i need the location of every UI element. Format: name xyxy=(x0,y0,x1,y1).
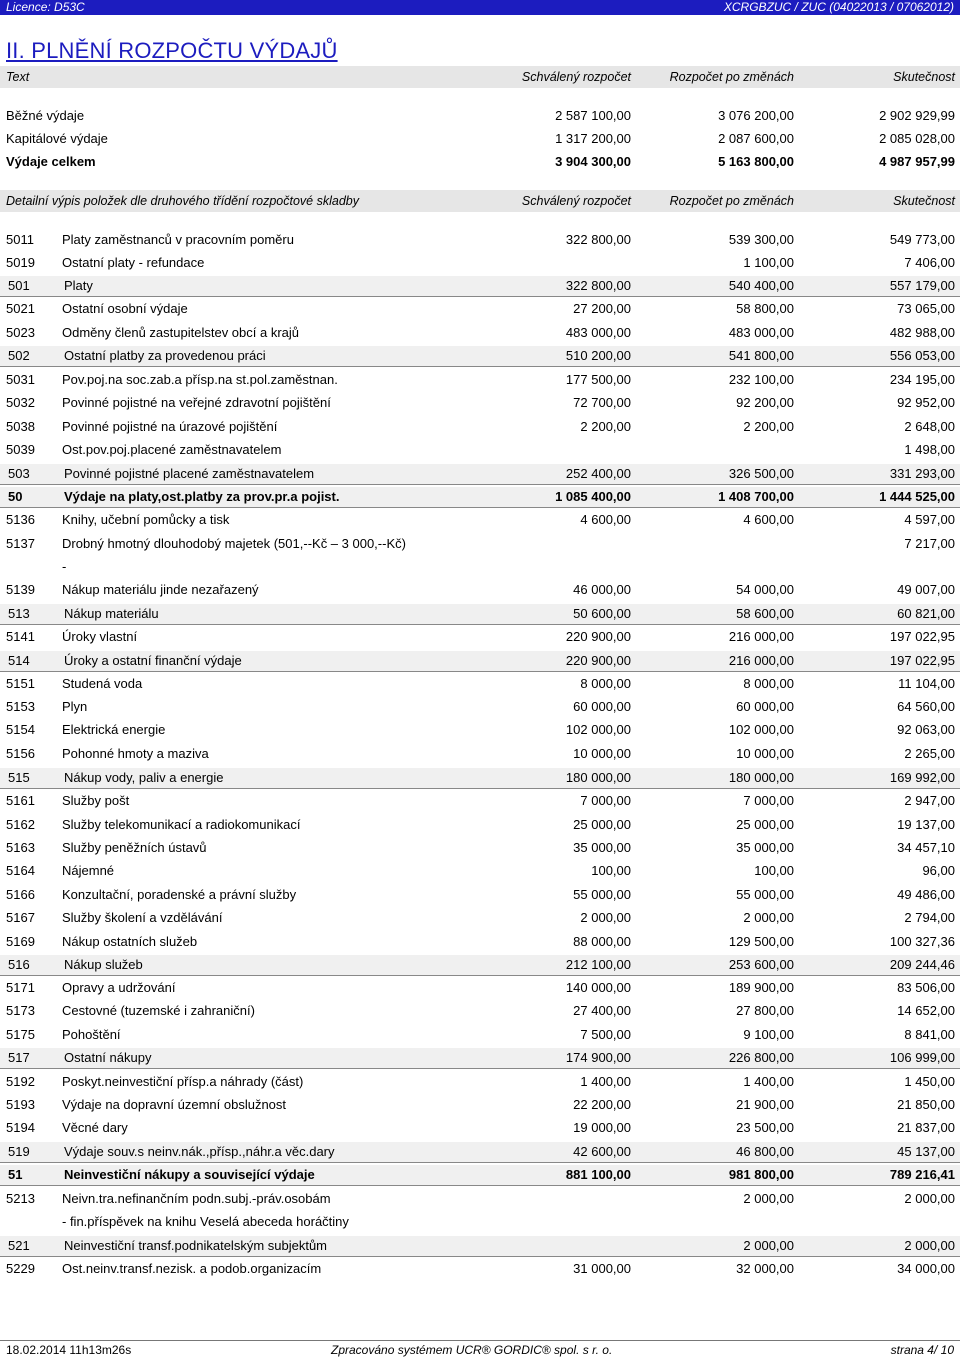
license-bar xyxy=(0,0,960,15)
actual-value: 2 000,00 xyxy=(904,1238,955,1253)
summary-header xyxy=(0,66,960,88)
actual-value: 197 022,95 xyxy=(889,653,955,668)
revised-value: 2 200,00 xyxy=(743,419,794,434)
item-code: 501 xyxy=(8,278,30,293)
table-row xyxy=(0,1025,960,1045)
actual-value: 92 063,00 xyxy=(897,722,955,737)
actual-value: 1 498,00 xyxy=(904,442,955,457)
actual-value: 1 444 525,00 xyxy=(879,489,955,504)
footer-page: strana 4/ 10 xyxy=(890,1343,954,1357)
approved-value: 220 900,00 xyxy=(565,653,631,668)
summary-row xyxy=(0,152,960,172)
item-code: 517 xyxy=(8,1050,30,1065)
revised-value: 483 000,00 xyxy=(728,325,794,340)
subtotal-row xyxy=(0,604,960,625)
revised-value: 9 100,00 xyxy=(743,1027,794,1042)
approved-value: 252 400,00 xyxy=(565,466,631,481)
table-row xyxy=(0,838,960,858)
item-code: 515 xyxy=(8,770,30,785)
table-row xyxy=(0,1001,960,1021)
revised-value: 1 100,00 xyxy=(743,255,794,270)
revised-value: 1 408 700,00 xyxy=(718,489,794,504)
revised-value: 253 600,00 xyxy=(728,957,794,972)
revised-value: 23 500,00 xyxy=(736,1120,794,1135)
item-name: Ost.neinv.transf.nezisk. a podob.organizacím xyxy=(62,1261,322,1276)
table-row xyxy=(0,253,960,273)
item-code: 5164 xyxy=(6,863,35,878)
detail-header-approved: Schválený rozpočet xyxy=(521,194,631,208)
revised-value: 58 800,00 xyxy=(736,301,794,316)
approved-value: 10 000,00 xyxy=(573,746,631,761)
table-row xyxy=(0,627,960,647)
approved-value: 1 317 200,00 xyxy=(555,131,631,146)
revised-value: 540 400,00 xyxy=(728,278,794,293)
table-row xyxy=(0,1118,960,1138)
item-code: 5031 xyxy=(6,372,35,387)
revised-value: 55 000,00 xyxy=(736,887,794,902)
item-code: 5021 xyxy=(6,301,35,316)
item-name: Ostatní nákupy xyxy=(64,1050,152,1065)
approved-value: 1 085 400,00 xyxy=(555,489,631,504)
item-code: 5167 xyxy=(6,910,35,925)
item-code: 5166 xyxy=(6,887,35,902)
table-row xyxy=(0,1259,960,1279)
item-code: 5156 xyxy=(6,746,35,761)
approved-value: 102 000,00 xyxy=(565,722,631,737)
table-row xyxy=(0,534,960,554)
actual-value: 21 837,00 xyxy=(897,1120,955,1135)
approved-value: 140 000,00 xyxy=(565,980,631,995)
header-revised: Rozpočet po změnách xyxy=(669,70,794,84)
actual-value: 169 992,00 xyxy=(889,770,955,785)
actual-value: 14 652,00 xyxy=(897,1003,955,1018)
report-code: XCRGBZUC / ZUC (04022013 / 07062012) xyxy=(723,0,954,14)
actual-value: 7 217,00 xyxy=(904,536,955,551)
item-code: 5162 xyxy=(6,817,35,832)
item-name: Elektrická energie xyxy=(62,722,166,737)
actual-value: 209 244,46 xyxy=(889,957,955,972)
approved-value: 35 000,00 xyxy=(573,840,631,855)
item-code: 521 xyxy=(8,1238,30,1253)
revised-value: 180 000,00 xyxy=(728,770,794,785)
header-actual: Skutečnost xyxy=(893,70,955,84)
footer-system: Zpracováno systémem UCR® GORDIC® spol. s r. o. xyxy=(331,1343,613,1357)
actual-value: 21 850,00 xyxy=(897,1097,955,1112)
item-code: 503 xyxy=(8,466,30,481)
item-code: 5175 xyxy=(6,1027,35,1042)
item-code: 5011 xyxy=(6,232,34,247)
actual-value: 45 137,00 xyxy=(897,1144,955,1159)
approved-value: 483 000,00 xyxy=(565,325,631,340)
revised-value: 541 800,00 xyxy=(728,348,794,363)
item-name: Povinné pojistné na úrazové pojištění xyxy=(62,419,278,434)
approved-value: 19 000,00 xyxy=(573,1120,631,1135)
item-name: Konzultační, poradenské a právní služby xyxy=(62,887,297,902)
header-approved: Schválený rozpočet xyxy=(521,70,631,84)
actual-value: 331 293,00 xyxy=(889,466,955,481)
item-code: 5213 xyxy=(6,1191,35,1206)
item-name: Služby telekomunikací a radiokomunikací xyxy=(62,817,301,832)
subtotal-row xyxy=(0,651,960,672)
table-row xyxy=(0,417,960,437)
item-name: Nákup materiálu jinde nezařazený xyxy=(62,582,259,597)
row-name: Běžné výdaje xyxy=(6,108,85,123)
item-name-continuation: - fin.příspěvek na knihu Veselá abeceda horáčtiny xyxy=(62,1214,349,1229)
item-name: Pohonné hmoty a maziva xyxy=(62,746,209,761)
actual-value: 789 216,41 xyxy=(889,1167,955,1182)
item-code: 5193 xyxy=(6,1097,35,1112)
row-name: Kapitálové výdaje xyxy=(6,131,108,146)
approved-value: 510 200,00 xyxy=(565,348,631,363)
actual-value: 34 457,10 xyxy=(897,840,955,855)
approved-value: 55 000,00 xyxy=(573,887,631,902)
revised-value: 54 000,00 xyxy=(736,582,794,597)
actual-value: 197 022,95 xyxy=(889,629,955,644)
revised-value: 216 000,00 xyxy=(728,629,794,644)
approved-value: 25 000,00 xyxy=(573,817,631,832)
actual-value: 557 179,00 xyxy=(889,278,955,293)
revised-value: 27 800,00 xyxy=(736,1003,794,1018)
item-name: Neinvestiční transf.podnikatelským subjektům xyxy=(64,1238,328,1253)
item-name: Pohoštění xyxy=(62,1027,121,1042)
item-code: 5194 xyxy=(6,1120,35,1135)
item-name: Cestovné (tuzemské i zahraniční) xyxy=(62,1003,255,1018)
table-row xyxy=(0,393,960,413)
actual-value: 2 947,00 xyxy=(904,793,955,808)
item-code: 5139 xyxy=(6,582,35,597)
item-name: Služby peněžních ústavů xyxy=(62,840,207,855)
item-name: Neivn.tra.nefinančním podn.subj.-práv.osobám xyxy=(62,1191,331,1206)
item-name: Služby školení a vzdělávání xyxy=(62,910,223,925)
summary-row xyxy=(0,129,960,149)
item-name: Ostatní platy - refundace xyxy=(62,255,205,270)
detail-header-revised: Rozpočet po změnách xyxy=(669,194,794,208)
item-code: 5136 xyxy=(6,512,35,527)
item-name: Neinvestiční nákupy a související výdaje xyxy=(64,1167,315,1182)
item-name: Nákup ostatních služeb xyxy=(62,934,198,949)
revised-value: 3 076 200,00 xyxy=(718,108,794,123)
table-row xyxy=(0,908,960,928)
revised-value: 2 000,00 xyxy=(743,910,794,925)
item-name: Služby pošt xyxy=(62,793,130,808)
item-code: 513 xyxy=(8,606,30,621)
revised-value: 10 000,00 xyxy=(736,746,794,761)
approved-value: 22 200,00 xyxy=(573,1097,631,1112)
item-name: Povinné pojistné na veřejné zdravotní pojištění xyxy=(62,395,331,410)
table-row xyxy=(0,299,960,319)
item-code: 5019 xyxy=(6,255,35,270)
approved-value: 50 600,00 xyxy=(573,606,631,621)
revised-value: 232 100,00 xyxy=(728,372,794,387)
item-name: Knihy, učební pomůcky a tisk xyxy=(62,512,230,527)
item-name: Opravy a udržování xyxy=(62,980,176,995)
table-row xyxy=(0,744,960,764)
item-code: 5161 xyxy=(6,793,35,808)
approved-value: 322 800,00 xyxy=(565,232,631,247)
item-name: Výdaje na dopravní územní obslužnost xyxy=(62,1097,287,1112)
item-name: Pov.poj.na soc.zab.a přísp.na st.pol.zaměstnan. xyxy=(62,372,338,387)
item-code: 5032 xyxy=(6,395,35,410)
revised-value: 58 600,00 xyxy=(736,606,794,621)
approved-value: 4 600,00 xyxy=(580,512,631,527)
item-name: Plyn xyxy=(62,699,88,714)
table-row xyxy=(0,580,960,600)
actual-value: 19 137,00 xyxy=(897,817,955,832)
revised-value: 60 000,00 xyxy=(736,699,794,714)
subtotal-row xyxy=(0,768,960,789)
page-footer xyxy=(0,1340,960,1359)
approved-value: 27 400,00 xyxy=(573,1003,631,1018)
item-code: 5137 xyxy=(6,536,35,551)
actual-value: 556 053,00 xyxy=(889,348,955,363)
revised-value: 25 000,00 xyxy=(736,817,794,832)
approved-value: 100,00 xyxy=(591,863,631,878)
revised-value: 92 200,00 xyxy=(736,395,794,410)
table-row xyxy=(0,861,960,881)
actual-value: 100 327,36 xyxy=(889,934,955,949)
approved-value: 881 100,00 xyxy=(565,1167,631,1182)
table-row xyxy=(0,720,960,740)
revised-value: 539 300,00 xyxy=(728,232,794,247)
subtotal-row xyxy=(0,955,960,976)
approved-value: 8 000,00 xyxy=(580,676,631,691)
table-row xyxy=(0,791,960,811)
table-row xyxy=(0,370,960,390)
revised-value: 21 900,00 xyxy=(736,1097,794,1112)
table-row xyxy=(0,1095,960,1115)
table-row xyxy=(0,440,960,460)
approved-value: 2 587 100,00 xyxy=(555,108,631,123)
table-row xyxy=(0,323,960,343)
table-row xyxy=(0,1189,960,1209)
license-label: Licence: D53C xyxy=(6,0,85,14)
item-code: 5229 xyxy=(6,1261,35,1276)
table-row xyxy=(0,510,960,530)
actual-value: 83 506,00 xyxy=(897,980,955,995)
table-row xyxy=(0,885,960,905)
actual-value: 106 999,00 xyxy=(889,1050,955,1065)
item-code: 5171 xyxy=(6,980,35,995)
subtotal-row xyxy=(0,464,960,485)
item-name: Úroky a ostatní finanční výdaje xyxy=(64,653,242,668)
subtotal-row xyxy=(0,346,960,367)
item-code: 5039 xyxy=(6,442,35,457)
item-name: Nájemné xyxy=(62,863,115,878)
table-row xyxy=(0,674,960,694)
approved-value: 220 900,00 xyxy=(565,629,631,644)
page-title: II. PLNĚNÍ ROZPOČTU VÝDAJŮ xyxy=(6,38,338,63)
item-code: 5023 xyxy=(6,325,35,340)
detail-header-actual: Skutečnost xyxy=(893,194,955,208)
approved-value: 60 000,00 xyxy=(573,699,631,714)
revised-value: 4 600,00 xyxy=(743,512,794,527)
revised-value: 32 000,00 xyxy=(736,1261,794,1276)
approved-value: 7 000,00 xyxy=(580,793,631,808)
item-name: Povinné pojistné placené zaměstnavatelem xyxy=(64,466,315,481)
approved-value: 180 000,00 xyxy=(565,770,631,785)
detail-header xyxy=(0,190,960,212)
subtotal-row xyxy=(0,1142,960,1163)
approved-value: 174 900,00 xyxy=(565,1050,631,1065)
revised-value: 981 800,00 xyxy=(728,1167,794,1182)
item-code: 514 xyxy=(8,653,30,668)
table-row xyxy=(0,1072,960,1092)
item-code: 51 xyxy=(8,1167,23,1182)
item-code: 50 xyxy=(8,489,23,504)
revised-value: 5 163 800,00 xyxy=(718,154,794,169)
table-row xyxy=(0,697,960,717)
actual-value: 1 450,00 xyxy=(904,1074,955,1089)
subtotal-row xyxy=(0,276,960,297)
item-code: 5173 xyxy=(6,1003,35,1018)
revised-value: 216 000,00 xyxy=(728,653,794,668)
revised-value: 189 900,00 xyxy=(728,980,794,995)
item-name-continuation: - xyxy=(62,559,67,574)
approved-value: 177 500,00 xyxy=(565,372,631,387)
actual-value: 73 065,00 xyxy=(897,301,955,316)
item-code: 5169 xyxy=(6,934,35,949)
actual-value: 2 085 028,00 xyxy=(879,131,955,146)
approved-value: 72 700,00 xyxy=(573,395,631,410)
revised-value: 2 000,00 xyxy=(743,1191,794,1206)
actual-value: 234 195,00 xyxy=(889,372,955,387)
actual-value: 96,00 xyxy=(922,863,955,878)
approved-value: 322 800,00 xyxy=(565,278,631,293)
approved-value: 3 904 300,00 xyxy=(555,154,631,169)
item-name: Nákup vody, paliv a energie xyxy=(64,770,224,785)
approved-value: 42 600,00 xyxy=(573,1144,631,1159)
actual-value: 7 406,00 xyxy=(904,255,955,270)
item-name: Výdaje na platy,ost.platby za prov.pr.a pojist. xyxy=(64,489,340,504)
item-name: Úroky vlastní xyxy=(62,629,138,644)
actual-value: 11 104,00 xyxy=(898,676,955,691)
actual-value: 549 773,00 xyxy=(889,232,955,247)
revised-value: 100,00 xyxy=(754,863,794,878)
actual-value: 2 794,00 xyxy=(904,910,955,925)
revised-value: 35 000,00 xyxy=(736,840,794,855)
subtotal-row xyxy=(0,1236,960,1257)
item-code: 5038 xyxy=(6,419,35,434)
item-name: Studená voda xyxy=(62,676,143,691)
actual-value: 4 987 957,99 xyxy=(879,154,955,169)
item-name: Drobný hmotný dlouhodobý majetek (501,--Kč – 3 000,--Kč) xyxy=(62,536,406,551)
item-name: Ostatní platby za provedenou práci xyxy=(64,348,266,363)
item-code: 5153 xyxy=(6,699,35,714)
actual-value: 2 265,00 xyxy=(904,746,955,761)
item-code: 502 xyxy=(8,348,30,363)
total-row xyxy=(0,1165,960,1186)
item-name: Ost.pov.poj.placené zaměstnavatelem xyxy=(62,442,282,457)
table-row xyxy=(0,978,960,998)
revised-value: 1 400,00 xyxy=(743,1074,794,1089)
item-code: 5154 xyxy=(6,722,35,737)
summary-row xyxy=(0,106,960,126)
row-name: Výdaje celkem xyxy=(6,154,96,169)
approved-value: 31 000,00 xyxy=(573,1261,631,1276)
approved-value: 1 400,00 xyxy=(580,1074,631,1089)
revised-value: 8 000,00 xyxy=(743,676,794,691)
actual-value: 92 952,00 xyxy=(897,395,955,410)
item-name: Odměny členů zastupitelstev obcí a krajů xyxy=(62,325,300,340)
revised-value: 2 087 600,00 xyxy=(718,131,794,146)
item-code: 519 xyxy=(8,1144,30,1159)
revised-value: 226 800,00 xyxy=(728,1050,794,1065)
actual-value: 2 902 929,99 xyxy=(879,108,955,123)
item-code: 516 xyxy=(8,957,30,972)
item-name: Výdaje souv.s neinv.nák.,přísp.,náhr.a věc.dary xyxy=(64,1144,335,1159)
revised-value: 129 500,00 xyxy=(728,934,794,949)
detail-header-text: Detailní výpis položek dle druhového třídění rozpočtové skladby xyxy=(6,194,359,208)
actual-value: 2 648,00 xyxy=(904,419,955,434)
total-row xyxy=(0,487,960,508)
revised-value: 46 800,00 xyxy=(736,1144,794,1159)
approved-value: 2 000,00 xyxy=(580,910,631,925)
item-code: 5141 xyxy=(6,629,35,644)
actual-value: 49 007,00 xyxy=(897,582,955,597)
actual-value: 49 486,00 xyxy=(897,887,955,902)
actual-value: 8 841,00 xyxy=(904,1027,955,1042)
table-row xyxy=(0,815,960,835)
item-name: Platy zaměstnanců v pracovním poměru xyxy=(62,232,294,247)
header-text: Text xyxy=(6,70,30,84)
approved-value: 88 000,00 xyxy=(573,934,631,949)
revised-value: 102 000,00 xyxy=(728,722,794,737)
footer-date: 18.02.2014 11h13m26s xyxy=(6,1343,132,1357)
approved-value: 2 200,00 xyxy=(580,419,631,434)
approved-value: 27 200,00 xyxy=(573,301,631,316)
actual-value: 64 560,00 xyxy=(897,699,955,714)
actual-value: 34 000,00 xyxy=(897,1261,955,1276)
revised-value: 2 000,00 xyxy=(743,1238,794,1253)
item-name: Platy xyxy=(64,278,93,293)
approved-value: 212 100,00 xyxy=(565,957,631,972)
item-name: Věcné dary xyxy=(62,1120,128,1135)
actual-value: 2 000,00 xyxy=(904,1191,955,1206)
actual-value: 4 597,00 xyxy=(904,512,955,527)
item-name: Ostatní osobní výdaje xyxy=(62,301,188,316)
subtotal-row xyxy=(0,1048,960,1069)
item-code: 5192 xyxy=(6,1074,35,1089)
table-row xyxy=(0,230,960,250)
actual-value: 482 988,00 xyxy=(889,325,955,340)
item-code: 5151 xyxy=(6,676,35,691)
item-name: Poskyt.neinvestiční přísp.a náhrady (část) xyxy=(62,1074,304,1089)
approved-value: 7 500,00 xyxy=(580,1027,631,1042)
revised-value: 7 000,00 xyxy=(743,793,794,808)
approved-value: 46 000,00 xyxy=(573,582,631,597)
revised-value: 326 500,00 xyxy=(728,466,794,481)
item-name: Nákup služeb xyxy=(64,957,143,972)
actual-value: 60 821,00 xyxy=(897,606,955,621)
table-row xyxy=(0,932,960,952)
item-name: Nákup materiálu xyxy=(64,606,159,621)
item-code: 5163 xyxy=(6,840,35,855)
